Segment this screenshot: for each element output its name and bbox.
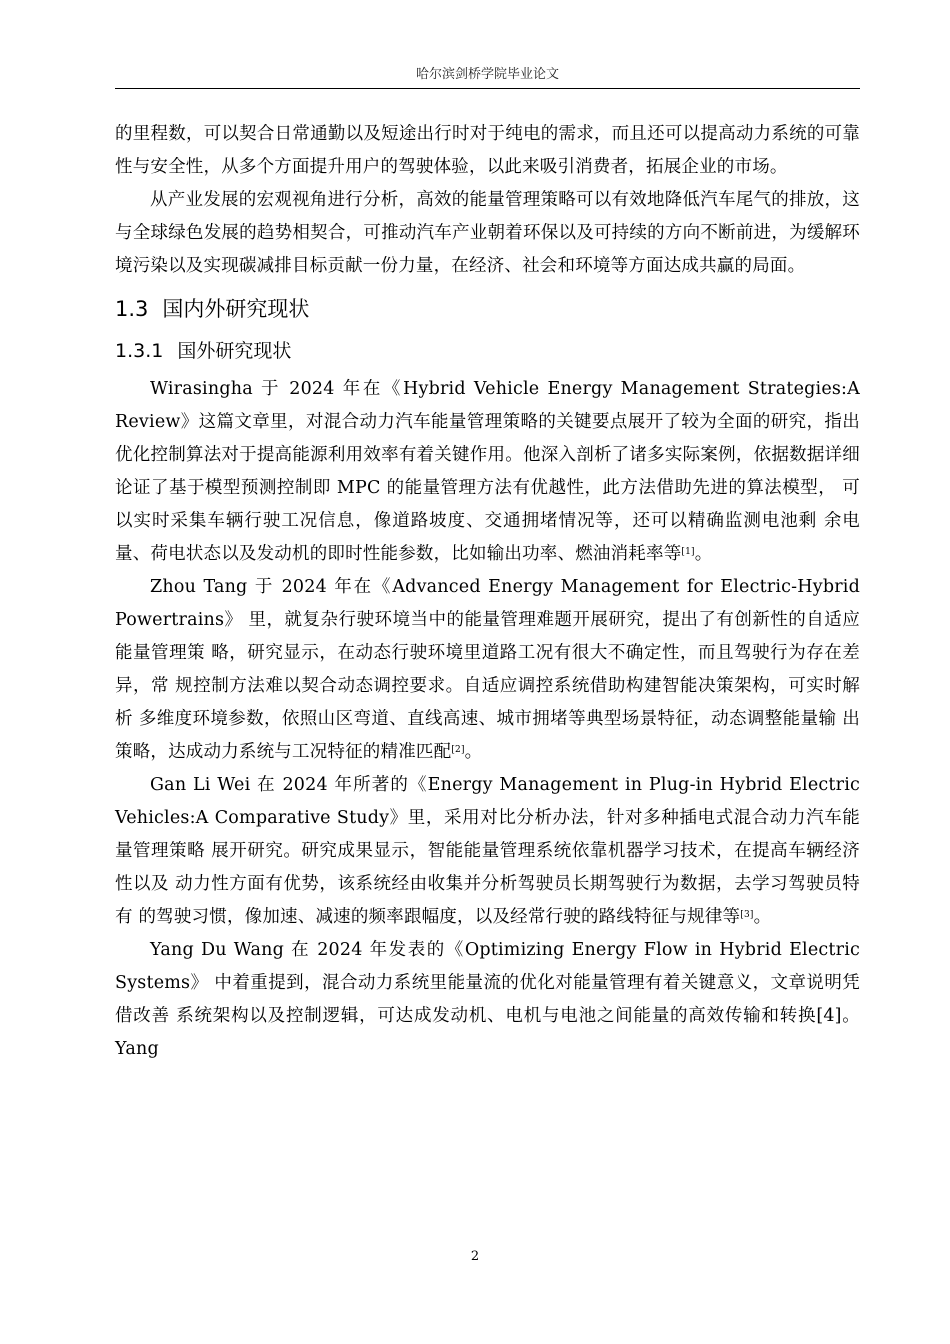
section-title: 国内外研究现状 [162, 297, 310, 321]
paragraph-text: Wirasingha 于 2024 年在《Hybrid Vehicle Energy Management Strategies:A Review》这篇文章里，对混合动力汽车能量管理策略的关键要点展开了较为全面的研究，指出优化控制算法对于提高能源利用效率有着关键作用。他深入剖析了诸多实际案例，依据数据详细论证了基于模型预测控制即 MPC 的能量管理方法有优越性，此方法借助先进的算法模型， 可以实时采集车辆行驶工况信息，像道路坡度、交通拥堵情况等，还可以精确监测电池剩 余电量、荷电状态以及发动机的即时性能参数，比如输出功率、燃油消耗率等 [115, 379, 860, 564]
citation-ref: [3] [740, 910, 754, 920]
citation-ref: [1] [681, 547, 695, 557]
paragraph-industry-perspective: 从产业发展的宏观视角进行分析，高效的能量管理策略可以有效地降低汽车尾气的排放，这与全球绿色发展的趋势相契合，可推动汽车产业朝着环保以及可持续的方向不断前进，为缓解环境污染以及实现碳减排目标贡献一份力量，在经济、社会和环境等方面达成共赢的局面。 [115, 190, 860, 276]
paragraph-zhou-tang [115, 571, 860, 769]
running-header: 哈尔滨剑桥学院毕业论文 [415, 67, 559, 82]
paragraph-tail: 。 [694, 544, 713, 564]
paragraph-wirasingha [115, 373, 860, 571]
section-heading [115, 291, 860, 327]
paragraph-yang-du-wang: Yang Du Wang 在 2024 年发表的《Optimizing Energy Flow in Hybrid Electric Systems》 中着重提到，混合动力系统里能量流的优化对能量管理有着关键意义，文章说明凭借改善 系统架构以及控制逻辑，可达成发动机、电机与电池之间能量的高效传输和转换[4]。Yang [115, 940, 860, 1059]
subsection-number: 1.3.1 [115, 340, 164, 362]
paragraph-tail: 。 [753, 907, 772, 927]
paragraph-tail: 。 [464, 742, 483, 762]
header-rule [115, 88, 860, 89]
subsection-title: 国外研究现状 [177, 340, 292, 362]
paragraph-gan-li-wei [115, 769, 860, 934]
citation-ref: [2] [451, 745, 465, 755]
paragraph-text: Gan Li Wei 在 2024 年所著的《Energy Management in Plug-in Hybrid Electric Vehicles:A Comparative Study》里，采用对比分析办法，针对多种插电式混合动力汽车能量管理策略 展开研究。研究成果显示，智能能量管理系统依靠机器学习技术，在提高车辆经济性以及 动力性方面有优势，该系统经由收集并分析驾驶员长期驾驶行为数据，去学习驾驶员特有 的驾驶习惯，像加速、减速的频率跟幅度，以及经常行驶的路线特征与规律等 [115, 775, 860, 927]
paragraph-text: Zhou Tang 于 2024 年在《Advanced Energy Management for Electric-Hybrid Powertrains》 里，就复杂行驶环境当中的能量管理难题开展研究，提出了有创新性的自适应能量管理策 略，研究显示，在动态行驶环境里道路工况有很大不确定性，而且驾驶行为存在差异，常 规控制方法难以契合动态调控要求。自适应调控系统借助构建智能决策架构，可实时解析 多维度环境参数，依照山区弯道、直线高速、城市拥堵等典型场景特征，动态调整能量输 出策略，达成动力系统与工况特征的精准匹配 [115, 577, 860, 762]
body-text [115, 118, 860, 1066]
page-number: 2 [470, 1249, 480, 1264]
section-number: 1.3 [115, 297, 149, 321]
paragraph-continued: 的里程数，可以契合日常通勤以及短途出行时对于纯电的需求，而且还可以提高动力系统的可靠性与安全性，从多个方面提升用户的驾驶体验，以此来吸引消费者，拓展企业的市场。 [115, 124, 860, 177]
subsection-heading [115, 333, 860, 369]
